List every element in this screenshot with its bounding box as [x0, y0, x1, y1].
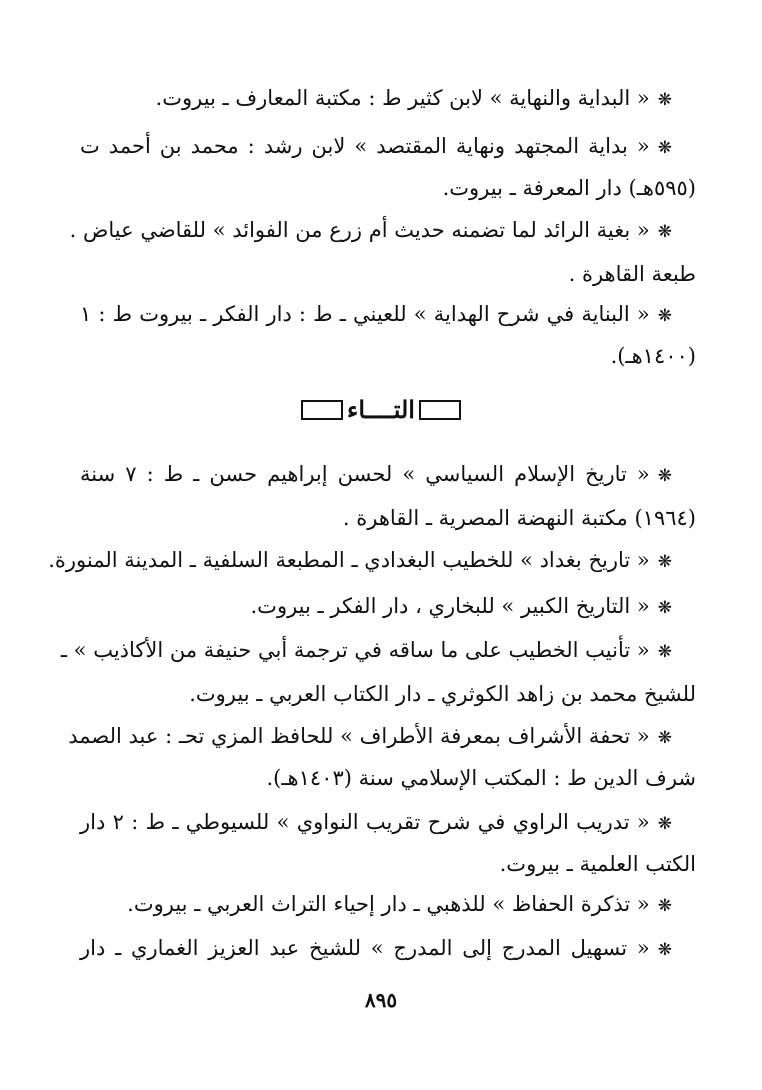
- entry-tarikh-al-islam-cont: (١٩٦٤) مكتبة النهضة المصرية ـ القاهرة .: [342, 506, 696, 530]
- section-title: التــــاء: [347, 395, 415, 424]
- entry-bidayat-al-mujtahid: ❋« بداية المجتهد ونهاية المقتصد » لابن رشد : محمد بن أحمد ت: [80, 128, 672, 166]
- bullet-star-icon: ❋: [657, 814, 672, 834]
- entry-tarikh-baghdad: ❋« تاريخ بغداد » للخطيب البغدادي ـ المطبعة السلفية ـ المدينة المنورة.: [48, 542, 672, 580]
- entry-tuhfat-al-ashraf-cont: شرف الدين ط : المكتب الإسلامي سنة (١٤٠٣هـ).: [266, 766, 696, 790]
- entry-al-binaya: ❋« البناية في شرح الهداية » للعيني ـ ط : دار الفكر ـ بيروت ط : ١: [80, 296, 672, 334]
- bullet-star-icon: ❋: [657, 466, 672, 486]
- entry-tadrib-al-rawi: ❋« تدريب الراوي في شرح تقريب النواوي » للسيوطي ـ ط : ٢ دار: [80, 804, 672, 842]
- entry-bughyat-al-raid: ❋« بغية الرائد لما تضمنه حديث أم زرع من الفوائد » للقاضي عياض .: [80, 212, 672, 250]
- entry-tadrib-al-rawi-cont: الكتب العلمية ـ بيروت.: [499, 852, 696, 876]
- bullet-star-icon: ❋: [657, 642, 672, 662]
- bullet-star-icon: ❋: [657, 598, 672, 618]
- bullet-star-icon: ❋: [657, 728, 672, 748]
- entry-al-tarikh-al-kabir: ❋« التاريخ الكبير » للبخاري ، دار الفكر ـ بيروت.: [251, 588, 673, 626]
- entry-tadhkirat-al-huffaz: ❋« تذكرة الحفاظ » للذهبي ـ دار إحياء التراث العربي ـ بيروت.: [127, 886, 672, 924]
- bullet-star-icon: ❋: [657, 552, 672, 572]
- bullet-star-icon: ❋: [657, 90, 672, 110]
- entry-bidayat-al-mujtahid-cont: (٥٩٥هـ) دار المعرفة ـ بيروت.: [442, 176, 696, 200]
- header-box-left-icon: [301, 400, 343, 420]
- entry-bughyat-al-raid-cont: طبعة القاهرة .: [568, 262, 696, 286]
- entry-tashil-al-mudraj: ❋« تسهيل المدرج إلى المدرج » للشيخ عبد العزيز الغماري ـ دار: [80, 930, 672, 968]
- section-header-ta: [0, 392, 762, 428]
- bullet-star-icon: ❋: [657, 940, 672, 960]
- bullet-star-icon: ❋: [657, 222, 672, 242]
- entry-al-binaya-cont: (١٤٠٠هـ).: [610, 344, 696, 368]
- entry-tuhfat-al-ashraf: ❋« تحفة الأشراف بمعرفة الأطراف » للحافظ المزي تحـ : عبد الصمد: [80, 718, 672, 756]
- entry-tanib-al-khatib: ❋« تأنيب الخطيب على ما ساقه في ترجمة أبي حنيفة من الأكاذيب » ـ: [80, 632, 672, 670]
- entry-bidaya-wan-nihaya: ❋« البداية والنهاية » لابن كثير ط : مكتبة المعارف ـ بيروت.: [156, 80, 672, 118]
- entry-tarikh-al-islam: ❋« تاريخ الإسلام السياسي » لحسن إبراهيم حسن ـ ط : ٧ سنة: [80, 456, 672, 494]
- bullet-star-icon: ❋: [657, 306, 672, 326]
- entry-tanib-al-khatib-cont: للشيخ محمد بن زاهد الكوثري ـ دار الكتاب العربي ـ بيروت.: [189, 682, 696, 706]
- page-number: ٨٩٥: [364, 988, 398, 1012]
- header-box-right-icon: [419, 400, 461, 420]
- bullet-star-icon: ❋: [657, 138, 672, 158]
- bullet-star-icon: ❋: [657, 896, 672, 916]
